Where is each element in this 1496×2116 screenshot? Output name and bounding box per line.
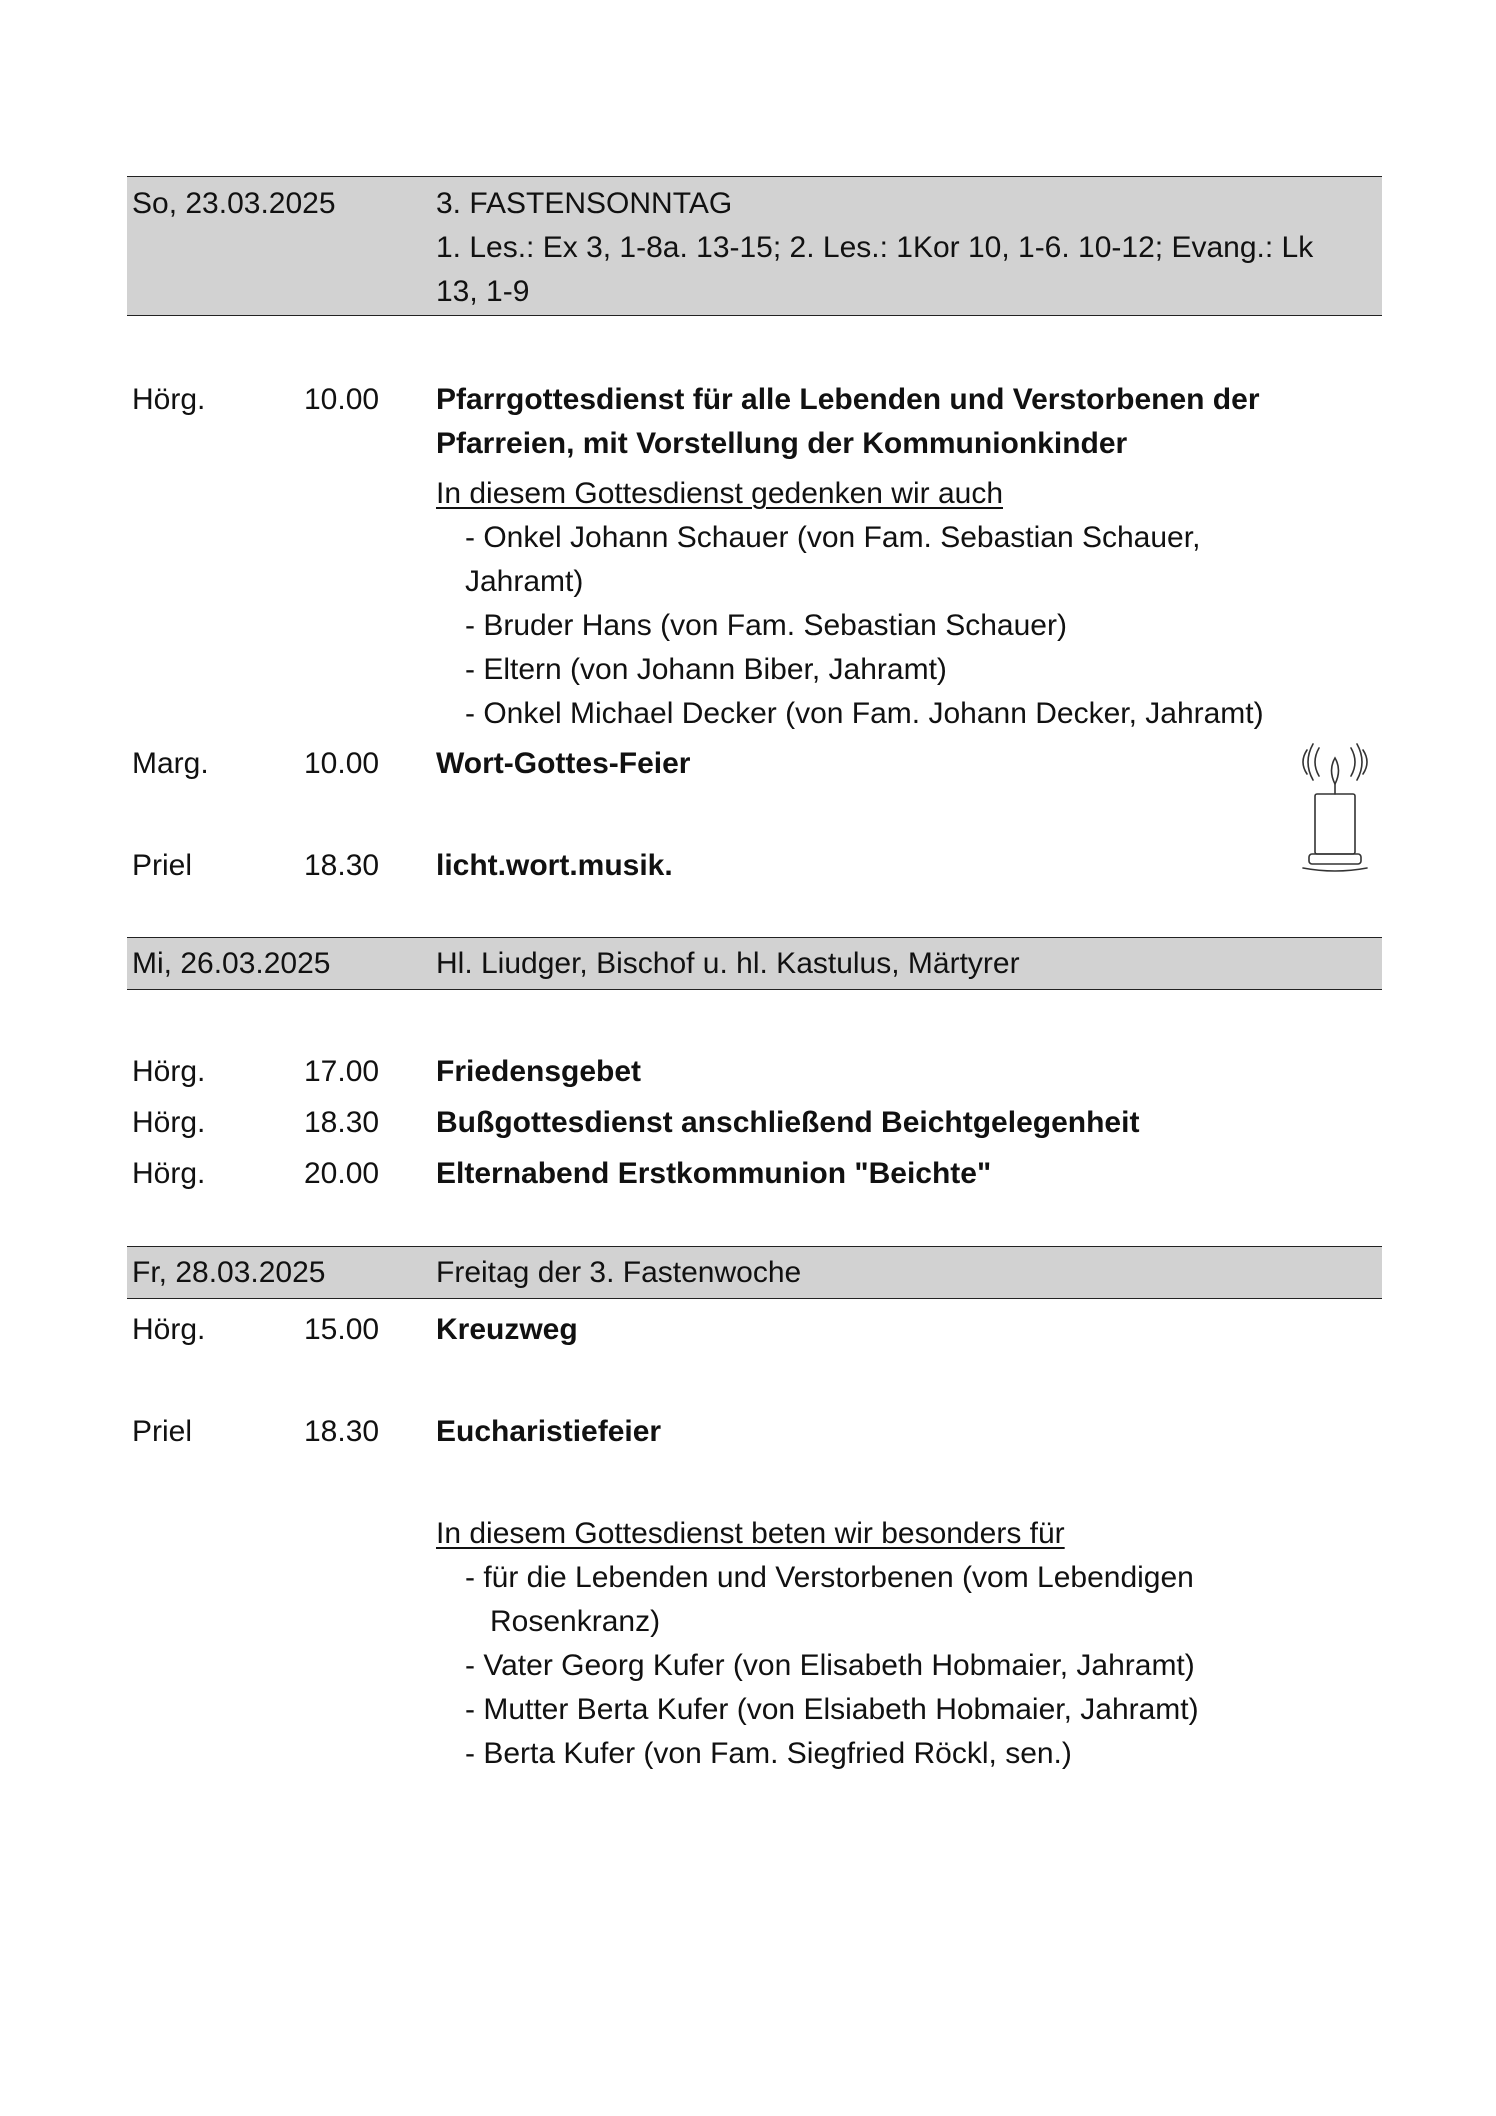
intention-heading: In diesem Gottesdienst gedenken wir auch	[436, 477, 1003, 510]
day-title: Hl. Liudger, Bischof u. hl. Kastulus, Märtyrer	[436, 947, 1020, 980]
event-place: Hörg.	[132, 1055, 206, 1088]
day-date: Mi, 26.03.2025	[132, 947, 331, 980]
event-place: Priel	[132, 849, 193, 882]
event-time: 10.00	[304, 383, 380, 416]
event-time: 17.00	[304, 1055, 380, 1088]
intention-item: - Onkel Johann Schauer (von Fam. Sebastian Schauer,	[465, 521, 1201, 554]
intention-heading: In diesem Gottesdienst beten wir besonders für	[436, 1517, 1065, 1550]
event-time: 18.30	[304, 849, 380, 882]
event-title: Bußgottesdienst anschließend Beichtgelegenheit	[436, 1106, 1140, 1139]
event-title: Kreuzweg	[436, 1313, 578, 1346]
intention-item: - Berta Kufer (von Fam. Siegfried Röckl, sen.)	[465, 1737, 1072, 1770]
day-title: 3. FASTENSONNTAG	[436, 187, 733, 220]
candle-icon	[1295, 740, 1375, 880]
intention-item: - Mutter Berta Kufer (von Elsiabeth Hobmaier, Jahramt)	[465, 1693, 1199, 1726]
event-title: Pfarreien, mit Vorstellung der Kommunionkinder	[436, 427, 1128, 460]
event-time: 10.00	[304, 747, 380, 780]
intention-item: - Eltern (von Johann Biber, Jahramt)	[465, 653, 947, 686]
event-title: Eucharistiefeier	[436, 1415, 662, 1448]
event-place: Hörg.	[132, 1106, 206, 1139]
event-place: Hörg.	[132, 1157, 206, 1190]
readings-line: 1. Les.: Ex 3, 1-8a. 13-15; 2. Les.: 1Kor 10, 1-6. 10-12; Evang.: Lk	[436, 231, 1314, 264]
day-date: Fr, 28.03.2025	[132, 1256, 326, 1289]
intention-item: Jahramt)	[465, 565, 584, 598]
event-place: Hörg.	[132, 1313, 206, 1346]
event-time: 15.00	[304, 1313, 380, 1346]
event-title: Wort-Gottes-Feier	[436, 747, 691, 780]
readings-line: 13, 1-9	[436, 275, 530, 308]
intention-item: - Vater Georg Kufer (von Elisabeth Hobmaier, Jahramt)	[465, 1649, 1195, 1682]
event-title: Pfarrgottesdienst für alle Lebenden und Verstorbenen der	[436, 383, 1260, 416]
day-date: So, 23.03.2025	[132, 187, 336, 220]
intention-item: - Bruder Hans (von Fam. Sebastian Schauer)	[465, 609, 1067, 642]
intention-item: Rosenkranz)	[490, 1605, 661, 1638]
intention-item: - Onkel Michael Decker (von Fam. Johann Decker, Jahramt)	[465, 697, 1264, 730]
event-place: Marg.	[132, 747, 209, 780]
event-time: 18.30	[304, 1415, 380, 1448]
event-place: Priel	[132, 1415, 193, 1448]
event-title: Elternabend Erstkommunion "Beichte"	[436, 1157, 992, 1190]
event-time: 20.00	[304, 1157, 380, 1190]
intention-item: - für die Lebenden und Verstorbenen (vom Lebendigen	[465, 1561, 1194, 1594]
event-time: 18.30	[304, 1106, 380, 1139]
event-title: licht.wort.musik.	[436, 849, 673, 882]
event-place: Hörg.	[132, 383, 206, 416]
event-title: Friedensgebet	[436, 1055, 642, 1088]
day-title: Freitag der 3. Fastenwoche	[436, 1256, 802, 1289]
